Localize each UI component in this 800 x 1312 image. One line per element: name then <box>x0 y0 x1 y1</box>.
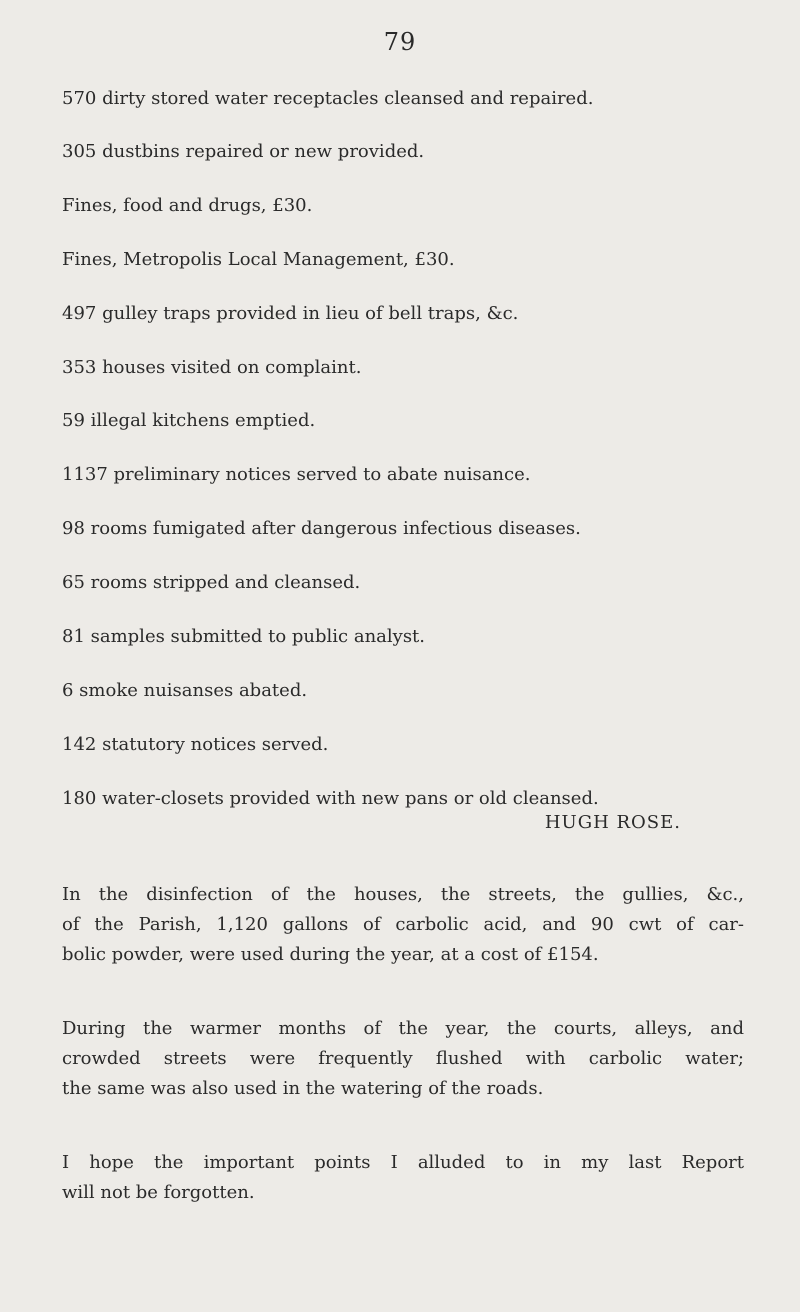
paragraph-disinfection <box>62 880 744 970</box>
paragraph-line: the same was also used in the watering of the roads. <box>62 1078 544 1099</box>
list-item: Fines, food and drugs, £30. <box>62 195 313 216</box>
list-item: 65 rooms stripped and cleansed. <box>62 572 361 593</box>
paragraph-flushing <box>62 1014 744 1104</box>
paragraph-line: In the disinfection of the houses, the streets, the gullies, &c., <box>62 884 744 905</box>
signature: HUGH ROSE. <box>544 812 681 833</box>
paragraph-line: of the Parish, 1,120 gallons of carbolic acid, and 90 cwt of car- <box>62 914 744 935</box>
list-item: Fines, Metropolis Local Management, £30. <box>62 249 455 270</box>
paragraph-closing <box>62 1148 744 1208</box>
list-item: 59 illegal kitchens emptied. <box>62 410 316 431</box>
list-item: 142 statutory notices served. <box>62 734 329 755</box>
list-item: 81 samples submitted to public analyst. <box>62 626 426 647</box>
list-item: 1137 preliminary notices served to abate nuisance. <box>62 464 531 485</box>
list-item: 497 gulley traps provided in lieu of bell traps, &c. <box>62 303 519 324</box>
paragraph-line: During the warmer months of the year, the courts, alleys, and <box>62 1018 744 1039</box>
list-item: 98 rooms fumigated after dangerous infectious diseases. <box>62 518 581 539</box>
paragraph-line: crowded streets were frequently flushed with carbolic water; <box>62 1048 744 1069</box>
paragraph-line: I hope the important points I alluded to in my last Report <box>62 1152 744 1173</box>
list-item: 570 dirty stored water receptacles cleansed and repaired. <box>62 88 594 109</box>
paragraph-line: will not be forgotten. <box>62 1182 255 1203</box>
list-item: 305 dustbins repaired or new provided. <box>62 141 425 162</box>
list-item: 180 water-closets provided with new pans or old cleansed. <box>62 788 599 809</box>
list-item: 6 smoke nuisanses abated. <box>62 680 308 701</box>
page-number: 79 <box>383 28 417 56</box>
paragraph-line: bolic powder, were used during the year, at a cost of £154. <box>62 944 599 965</box>
list-item: 353 houses visited on complaint. <box>62 357 362 378</box>
